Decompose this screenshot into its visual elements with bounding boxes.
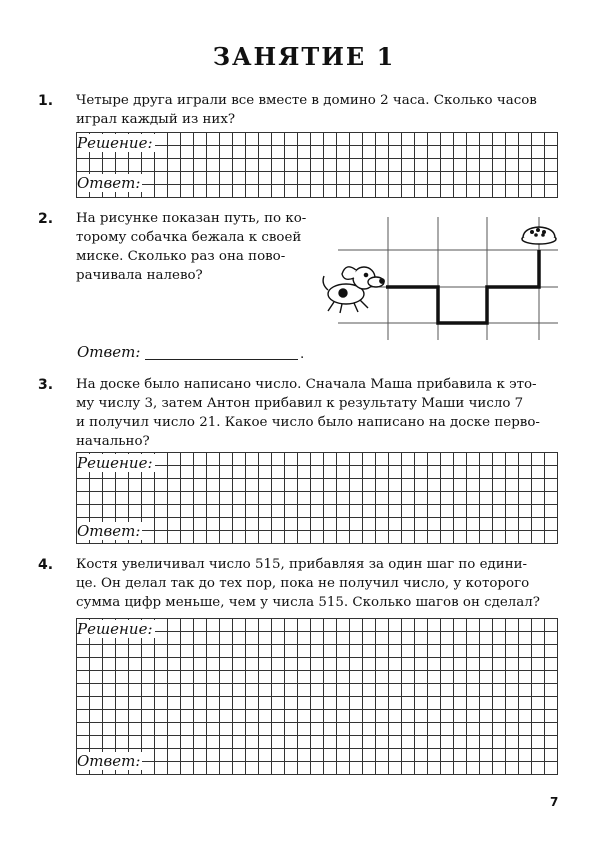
problem-2-number: 2. [38, 211, 54, 227]
problem-2-answer-period: . [300, 347, 305, 362]
problem-1-text [76, 91, 558, 129]
problem-1-line-1: Четыре друга играли все вместе в домино 2 часа. Сколько часов [76, 93, 537, 108]
problem-2-line-2: торому собачка бежала к своей [76, 230, 302, 245]
problem-2-line-1: На рисунке показан путь, по ко- [76, 211, 307, 226]
problem-4-number: 4. [38, 557, 54, 573]
bowl-icon [522, 227, 556, 244]
problem-1-solution-label: Решение: [77, 134, 153, 152]
dog-icon [323, 267, 384, 313]
problem-3-line-3: и получил число 21. Какое число было написано на доске перво- [76, 415, 540, 430]
problem-4-line-1: Костя увеличивал число 515, прибавляя за один шаг по едини- [76, 557, 528, 572]
problem-3-text [76, 375, 558, 451]
problem-2-text [76, 209, 316, 285]
problem-2-answer-line[interactable] [145, 359, 298, 360]
problem-3-number: 3. [38, 377, 54, 393]
problem-1-line-2: играл каждый из них? [76, 112, 236, 127]
problem-2-line-4: рачивала налево? [76, 268, 203, 283]
problem-2-line-3: миске. Сколько раз она пово- [76, 249, 286, 264]
problem-3-solution-label: Решение: [77, 454, 153, 472]
problem-4-line-2: це. Он делал так до тех пор, пока не получил число, у которого [76, 576, 530, 591]
page-title: ЗАНЯТИЕ 1 [212, 42, 396, 71]
problem-1-number: 1. [38, 93, 54, 109]
problem-4-answer-label: Ответ: [77, 752, 141, 770]
problem-4-text [76, 555, 558, 612]
problem-1-answer-label: Ответ: [77, 174, 141, 192]
problem-4-line-3: сумма цифр меньше, чем у числа 515. Сколько шагов он сделал? [76, 595, 540, 610]
problem-4-solution-label: Решение: [77, 620, 153, 638]
dog-path-figure [318, 212, 563, 344]
problem-3-answer-label: Ответ: [77, 522, 141, 540]
page-number: 7 [550, 795, 559, 809]
problem-3-line-1: На доске было написано число. Сначала Маша прибавила к это- [76, 377, 537, 392]
problem-3-line-4: начально? [76, 434, 150, 449]
problem-4-answer-grid[interactable] [76, 618, 558, 775]
problem-2-answer-label: Ответ: [77, 343, 141, 361]
problem-3-line-2: му числу 3, затем Антон прибавил к результату Маши число 7 [76, 396, 524, 411]
